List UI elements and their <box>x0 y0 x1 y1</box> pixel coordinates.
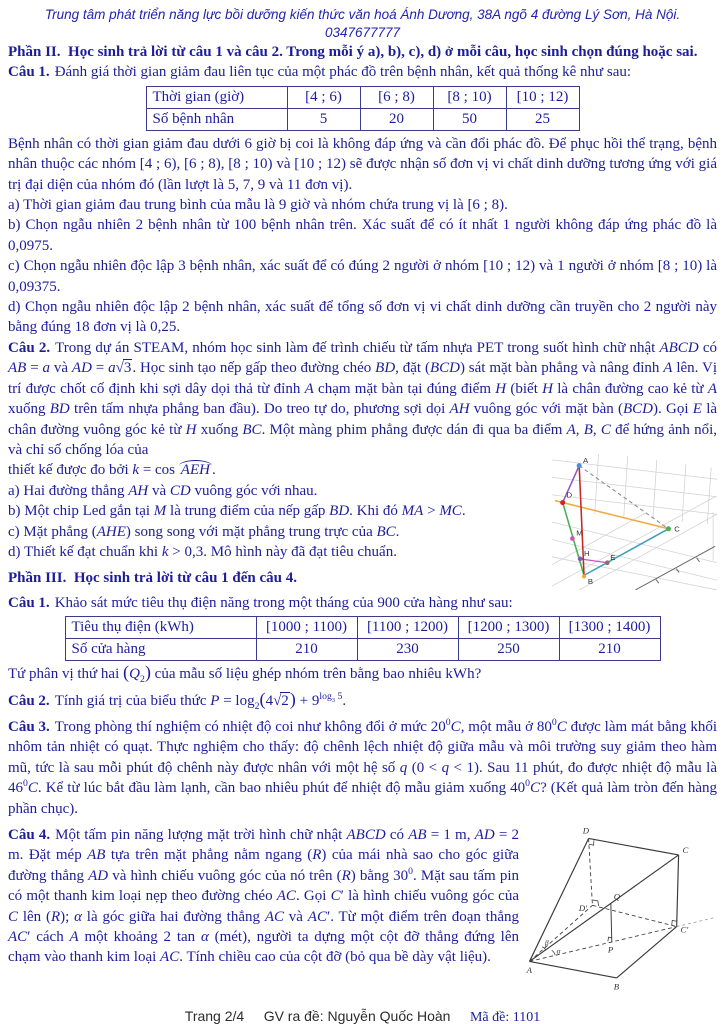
fig2-labels <box>526 826 690 992</box>
part2-q1-label: Câu 1. <box>8 64 50 81</box>
fig2-label-P: P <box>607 944 614 955</box>
table-cell: [10 ; 12) <box>506 86 579 108</box>
table-cell: 20 <box>360 108 433 130</box>
table-cell: [1100 ; 1200) <box>357 617 458 639</box>
table-cell: [4 ; 6) <box>287 86 360 108</box>
part2-q1-intro <box>8 62 717 82</box>
part3-q3-body: Trong phòng thí nghiệm có nhiệt độ coi như không đổi ở mức $20^0C$, một mẫu ở $80^0C$ được làm mát bằng khối nhôm tản nhiệt có quạt. Thực nghiệm cho thấy: độ chênh lệch nhiệt độ giữa mẫu và môi trường suy giảm theo hàm mũ, tức là sau mỗi phút độ chênh này được nhân với một hệ số q (0 < q < 1). Sau 11 phút, đo được nhiệt độ mẫu là $46^0C$. Kể từ lúc bắt đầu làm lạnh, cần bao nhiêu phút để nhiệt độ mẫu giảm xuống $40^0C$? (Kết quả làm tròn đến hàng phần chục). <box>8 716 718 817</box>
table-cell: Tiêu thụ điện (kWh) <box>65 617 256 639</box>
teacher-credit: GV ra đề: Nguyễn Quốc Hoàn <box>263 1008 451 1024</box>
fig1-label-H: H <box>584 549 590 559</box>
table-cell: 210 <box>559 639 660 661</box>
part3-q1-question: Tứ phân vị thứ hai $(Q_2)$ của mẫu số liệu ghép nhóm trên bằng bao nhiêu kWh? <box>8 662 482 686</box>
part2-q2-item-c: c) Mặt phẳng (AHE) song song với mặt phẳng trung trực của BC. <box>8 523 400 540</box>
table-cell: [1200 ; 1300) <box>458 617 559 639</box>
table-cell: Số bệnh nhân <box>146 108 287 130</box>
part2-q2-item-d: d) Thiết kế đạt chuẩn khi k > 0,3. Mô hình này đã đạt tiêu chuẩn. <box>8 543 397 560</box>
figure-3d-fold-diagram <box>552 454 717 590</box>
part2-q2-item-b: b) Một chip Led gắn tại M là trung điểm của nếp gấp BD. Khi đó MA > MC. <box>8 503 466 520</box>
exam-code: Mã đề: 1101 <box>469 1010 541 1024</box>
part3-q1-intro <box>8 593 717 613</box>
part2-q1-item-b: b) Chọn ngẫu nhiên 2 bệnh nhân từ 100 bệnh nhân trên. Xác suất để có ít nhất 1 người không đáp ứng phác đồ là 0,0975. <box>8 217 717 254</box>
part2-q1-item-d: d) Chọn ngẫu nhiên độc lập 2 bệnh nhân, xác suất để tổng số đơn vị vi chất dinh dưỡng cần truyền cho 2 người này bằng đúng 18 đơn vị là 0,25. <box>8 299 717 336</box>
fig1-label-D: D <box>566 491 573 501</box>
table-cell: [1000 ; 1100) <box>256 617 357 639</box>
table-cell: 210 <box>256 639 357 661</box>
fig1-label-M: M <box>576 528 583 538</box>
part2-q2-item-a: a) Hai đường thẳng AH và CD vuông góc với nhau. <box>8 482 318 499</box>
fig2-solid-edges <box>530 838 679 977</box>
table-row <box>65 617 660 639</box>
part3-q1-label: Câu 1. <box>8 594 50 611</box>
table-cell: [8 ; 10) <box>433 86 506 108</box>
fig1-label-E: E <box>610 553 616 563</box>
part2-q1-item-a: a) Thời gian giảm đau trung bình của mẫu là 9 giờ và nhóm chứa trung vị là [6 ; 8). <box>8 197 508 214</box>
table-row <box>146 86 579 108</box>
table-row <box>146 108 579 130</box>
fig2-label-C: C <box>682 845 689 856</box>
fig1-grid <box>552 454 717 590</box>
part3-q2-label: Câu 2. <box>8 692 50 709</box>
table-cell: 25 <box>506 108 579 130</box>
table-cell: [6 ; 8) <box>360 86 433 108</box>
table-cell: Thời gian (giờ) <box>146 86 287 108</box>
page-number: Trang 2/4 <box>184 1008 245 1024</box>
part2-q1-body: Bệnh nhân có thời gian giảm đau dưới 6 giờ bị coi là không đáp ứng và cần đổi phác đồ. Để phục hồi thể trạng, bệnh nhân thuộc các nhóm [4 ; 6), [6 ; 8), [8 ; 10) và [10 ; 12) sẽ được nhận số đơn vị vi chất dinh dưỡng tương ứng với giá trị đại diện của nhóm đó (lần lượt là 5, 7, 9 và 11 đơn vị). <box>8 135 717 193</box>
part3-q3 <box>8 717 717 819</box>
figure-solar-panel-diagram <box>525 823 717 1005</box>
fig2-label-B: B <box>613 981 620 992</box>
table-cell: 250 <box>458 639 559 661</box>
part2-heading: Phần II. Học sinh trả lời từ câu 1 và câu 2. Trong mỗi ý a), b), c), d) ở mỗi câu, học sinh chọn đúng hoặc sai. <box>8 44 698 60</box>
part3-q4 <box>8 825 717 992</box>
fig2-label-Q: Q <box>613 891 621 902</box>
fig2-label-A: A <box>526 965 532 976</box>
pain-duration-table <box>146 86 580 131</box>
part2-q2-label: Câu 2. <box>8 339 51 356</box>
part3-q4-body-text: Một tấm pin năng lượng mặt trời hình chữ nhật ABCD có AB = 1 m, AD = 2 m. Đặt mép AB tựa trên mặt phẳng nằm ngang (R) của mái nhà sao cho góc giữa đường thẳng AD và hình chiếu vuông góc của nó trên (R) bằng $30^0$. Mặt sau tấm pin có một thanh kim loại nẹp theo đường chéo AC. Gọi C′ là hình chiếu vuông góc của C lên (R); α là góc giữa hai đường thẳng AC và AC′. Từ một điểm trên đoạn thẳng AC′ cách A một khoảng 2 tan α (mét), người ta dựng một cột đỡ thẳng đứng lên chạm vào thanh kim loại AC. Tính chiều cao của cột đỡ (bỏ qua bề dày vật liệu). <box>8 827 520 966</box>
part3-q4-label: Câu 4. <box>8 827 51 843</box>
fig2-label-C-prime: C′ <box>680 924 689 935</box>
table-cell: Số cửa hàng <box>65 639 256 661</box>
page-footer <box>8 1007 717 1024</box>
part3-q3-label: Câu 3. <box>8 718 50 735</box>
part3-q2-body: Tính giá trị của biểu thức $P = \log_2(4√2) + 9^{log_3 5}$. <box>54 688 347 712</box>
part3-heading: Phần III. Học sinh trả lời từ câu 1 đến câu 4. <box>8 570 298 587</box>
part2-q1-intro-text: Đánh giá thời gian giảm đau liên tục của một phác đồ trên bệnh nhân, kết quả thống kê như sau: <box>54 64 632 81</box>
table-cell: 50 <box>433 108 506 130</box>
fig2-label-alpha: α <box>556 947 561 956</box>
part2-q2-body <box>8 338 717 460</box>
fig1-label-A: A <box>583 456 589 466</box>
power-consumption-table <box>65 616 661 661</box>
part3-q1-intro-text: Khảo sát mức tiêu thụ điện năng trong một tháng của 900 cửa hàng như sau: <box>54 594 513 611</box>
fig2-label-D: D <box>582 825 590 836</box>
table-cell: 5 <box>287 108 360 130</box>
fig1-label-C: C <box>674 525 680 535</box>
table-cell: [1300 ; 1400) <box>559 617 660 639</box>
part2-q1-item-c: c) Chọn ngẫu nhiên độc lập 3 bệnh nhân, xác suất để có đúng 2 người ở nhóm [10 ; 12) và 1 người ở nhóm [8 ; 10) là 0,09375. <box>8 258 717 295</box>
part2-q2-body2: thiết kế được đo bởi k = cos AEH . <box>8 462 216 479</box>
document-header: Trung tâm phát triển năng lực bồi dưỡng kiến thức văn hoá Ánh Dương, 38A ngõ 4 đường Lý Sơn, Hà Nội. 0347677777 <box>44 7 681 40</box>
part3-q2 <box>8 688 717 712</box>
fig2-label-beta: β <box>545 938 549 947</box>
part2-q2-body-text: Trong dự án STEAM, nhóm học sinh làm đế trình chiếu từ tấm nhựa PET trong suốt hình chữ nhật ABCD có AB = a và AD = a√3. Học sinh tạo nếp gấp theo đường chéo BD, đặt (BCD) sát mặt bàn phẳng và nâng đỉnh A lên. Vị trí được chốt cố định khi sợi dây dọi thả từ đỉnh A chạm mặt bàn tại đúng điểm H (biết H là chân đường cao kẻ từ A xuống BD trên tấm nhựa phẳng ban đầu). Do treo tự do, phương sợi dọi AH vuông góc với mặt bàn (BCD). Gọi E là chân đường vuông góc kẻ từ H xuống BC. Một màng phim phẳng được dán đi qua ba điểm A, B, C để hứng ảnh nổi, và chỉ số chống lóa của <box>8 339 718 458</box>
table-cell: 230 <box>357 639 458 661</box>
fig1-label-B: B <box>587 577 594 587</box>
fig2-label-D-prime: D′ <box>578 903 588 914</box>
table-row <box>65 639 660 661</box>
fig2-dashed-edges <box>530 838 677 961</box>
